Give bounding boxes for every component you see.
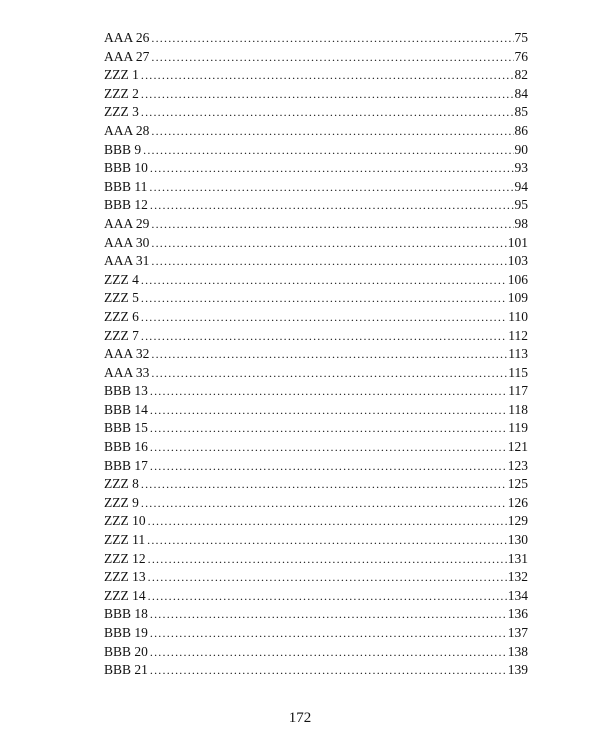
dot-leader [141, 85, 514, 104]
toc-entry-label: ZZZ 1 [104, 67, 139, 83]
dot-leader [148, 550, 507, 569]
dot-leader [150, 643, 507, 662]
toc-entry-label: ZZZ 8 [104, 476, 139, 492]
dot-leader [148, 568, 507, 587]
toc-entry-label: BBB 10 [104, 160, 148, 176]
toc-entry [104, 568, 528, 587]
toc-entry-label: AAA 26 [104, 30, 150, 45]
toc-entry-page: 94 [514, 178, 528, 194]
toc-entry-page: 136 [507, 606, 528, 622]
toc-entry-page: 132 [507, 569, 528, 585]
toc-entry-label: AAA 32 [104, 346, 150, 362]
toc-entry [104, 159, 528, 178]
toc-entry [104, 345, 528, 364]
toc-entry-label: ZZZ 4 [104, 271, 139, 287]
toc-entry [104, 643, 528, 662]
toc-entry [104, 382, 528, 401]
toc-entry-label: BBB 15 [104, 420, 148, 436]
toc-entry [104, 48, 528, 67]
toc-entry-page: 138 [507, 643, 528, 659]
dot-leader [147, 531, 507, 550]
dot-leader [150, 401, 507, 420]
dot-leader [150, 457, 507, 476]
toc-entry [104, 438, 528, 457]
toc-entry-label: BBB 17 [104, 457, 148, 473]
toc-entry-page: 109 [507, 290, 528, 306]
toc-entry [104, 196, 528, 215]
toc-entry-label: AAA 28 [104, 122, 150, 138]
toc-entry-page: 118 [508, 401, 528, 417]
toc-entry-label: ZZZ 2 [104, 85, 139, 101]
toc-entry-label: AAA 29 [104, 215, 150, 231]
dot-leader [143, 141, 513, 160]
toc-entry-page: 95 [514, 197, 528, 213]
toc-entry [104, 550, 528, 569]
toc-entry-page: 119 [508, 420, 528, 436]
toc-entry-label: ZZZ 12 [104, 550, 146, 566]
dot-leader [148, 587, 507, 606]
dot-leader [150, 624, 507, 643]
toc-entry-label: ZZZ 11 [104, 532, 146, 548]
toc-entry-page: 134 [507, 587, 528, 603]
toc-entry-label: AAA 30 [104, 234, 150, 250]
dot-leader [151, 345, 507, 364]
toc-entry-page: 98 [514, 215, 528, 231]
toc-entry [104, 308, 528, 327]
toc-entry-page: 139 [507, 662, 528, 678]
dot-leader [150, 382, 507, 401]
toc-entry [104, 289, 528, 308]
toc-entry [104, 475, 528, 494]
toc-entry-label: AAA 27 [104, 48, 150, 64]
toc-entry-label: BBB 14 [104, 401, 148, 417]
dot-leader [150, 438, 507, 457]
toc-entry [104, 29, 528, 48]
toc-entry [104, 419, 528, 438]
toc-entry-label: BBB 9 [104, 141, 142, 157]
toc-entry-page: 130 [507, 532, 528, 548]
toc-entry-label: ZZZ 14 [104, 587, 146, 603]
toc-entry-page: 76 [514, 48, 528, 64]
dot-leader [141, 494, 507, 513]
dot-leader [141, 271, 507, 290]
toc-entry-label: ZZZ 10 [104, 513, 146, 529]
dot-leader [141, 327, 507, 346]
toc-entry-page: 103 [507, 253, 528, 269]
dot-leader [148, 512, 507, 531]
toc-entry-label: BBB 19 [104, 625, 148, 640]
toc-entry-page: 90 [514, 141, 528, 157]
toc-entry-page: 129 [507, 513, 528, 529]
toc-entry [104, 605, 528, 624]
toc-entry-page: 113 [508, 346, 528, 362]
toc-entry [104, 531, 528, 550]
toc-entry-label: BBB 12 [104, 197, 148, 213]
toc-entry-page: 121 [507, 439, 528, 455]
toc-entry [104, 494, 528, 513]
toc-entry [104, 327, 528, 346]
dot-leader [151, 252, 506, 271]
toc-entry-label: ZZZ 6 [104, 308, 139, 324]
toc-entry [104, 364, 528, 383]
toc-entry [104, 234, 528, 253]
toc-entry-label: BBB 21 [104, 662, 148, 678]
toc-entry-label: BBB 20 [104, 643, 148, 659]
toc-entry-page: 115 [508, 364, 528, 380]
toc-entry-page: 117 [508, 383, 528, 399]
toc-entry-label: AAA 31 [104, 253, 150, 269]
toc-entry-page: 101 [507, 234, 528, 250]
dot-leader [151, 122, 513, 141]
toc-entry-page: 123 [507, 457, 528, 473]
dot-leader [151, 48, 513, 67]
toc-entry [104, 141, 528, 160]
dot-leader [151, 29, 513, 48]
toc-entry [104, 624, 528, 643]
toc-entry [104, 587, 528, 606]
toc-entry [104, 271, 528, 290]
toc-entry-label: BBB 13 [104, 383, 148, 399]
toc-entry-page: 125 [507, 476, 528, 492]
toc-entry-label: BBB 11 [104, 178, 148, 194]
toc-entry-page: 86 [514, 122, 528, 138]
dot-leader [151, 364, 507, 383]
toc-entry-label: BBB 18 [104, 606, 148, 622]
toc-entry-label: ZZZ 5 [104, 290, 139, 306]
toc-entry-label: ZZZ 9 [104, 494, 139, 510]
toc-entry-page: 131 [507, 550, 528, 566]
page-number: 172 [288, 710, 312, 726]
toc-entry [104, 66, 528, 85]
toc-entry [104, 661, 528, 680]
dot-leader [151, 215, 513, 234]
dot-leader [150, 159, 514, 178]
toc-entry [104, 215, 528, 234]
toc-entry [104, 85, 528, 104]
dot-leader [150, 605, 507, 624]
toc-entry-label: ZZZ 13 [104, 569, 146, 585]
toc-entry-page: 82 [514, 67, 528, 83]
toc-entry [104, 401, 528, 420]
toc-entry [104, 178, 528, 197]
dot-leader [141, 103, 514, 122]
toc-entry-page: 126 [507, 494, 528, 510]
toc-entry [104, 252, 528, 271]
toc-entry-page: 93 [514, 160, 528, 176]
toc-entry-label: ZZZ 7 [104, 327, 139, 343]
dot-leader [141, 308, 507, 327]
toc-entry-page: 137 [507, 625, 528, 640]
toc-entry-page: 110 [508, 308, 528, 324]
toc-entry [104, 103, 528, 122]
dot-leader [141, 66, 514, 85]
toc-entry [104, 122, 528, 141]
dot-leader [150, 196, 514, 215]
table-of-contents [104, 29, 528, 680]
dot-leader [149, 178, 513, 197]
toc-entry-page: 75 [514, 30, 528, 45]
dot-leader [150, 419, 507, 438]
toc-entry-label: AAA 33 [104, 364, 150, 380]
toc-entry-page: 84 [514, 85, 528, 101]
dot-leader [151, 234, 506, 253]
toc-entry [104, 512, 528, 531]
toc-entry [104, 457, 528, 476]
dot-leader [150, 661, 507, 680]
toc-entry-page: 106 [507, 271, 528, 287]
dot-leader [141, 289, 507, 308]
toc-entry-page: 112 [508, 327, 528, 343]
toc-entry-label: BBB 16 [104, 439, 148, 455]
toc-entry-page: 85 [514, 104, 528, 120]
toc-entry-label: ZZZ 3 [104, 104, 139, 120]
dot-leader [141, 475, 507, 494]
